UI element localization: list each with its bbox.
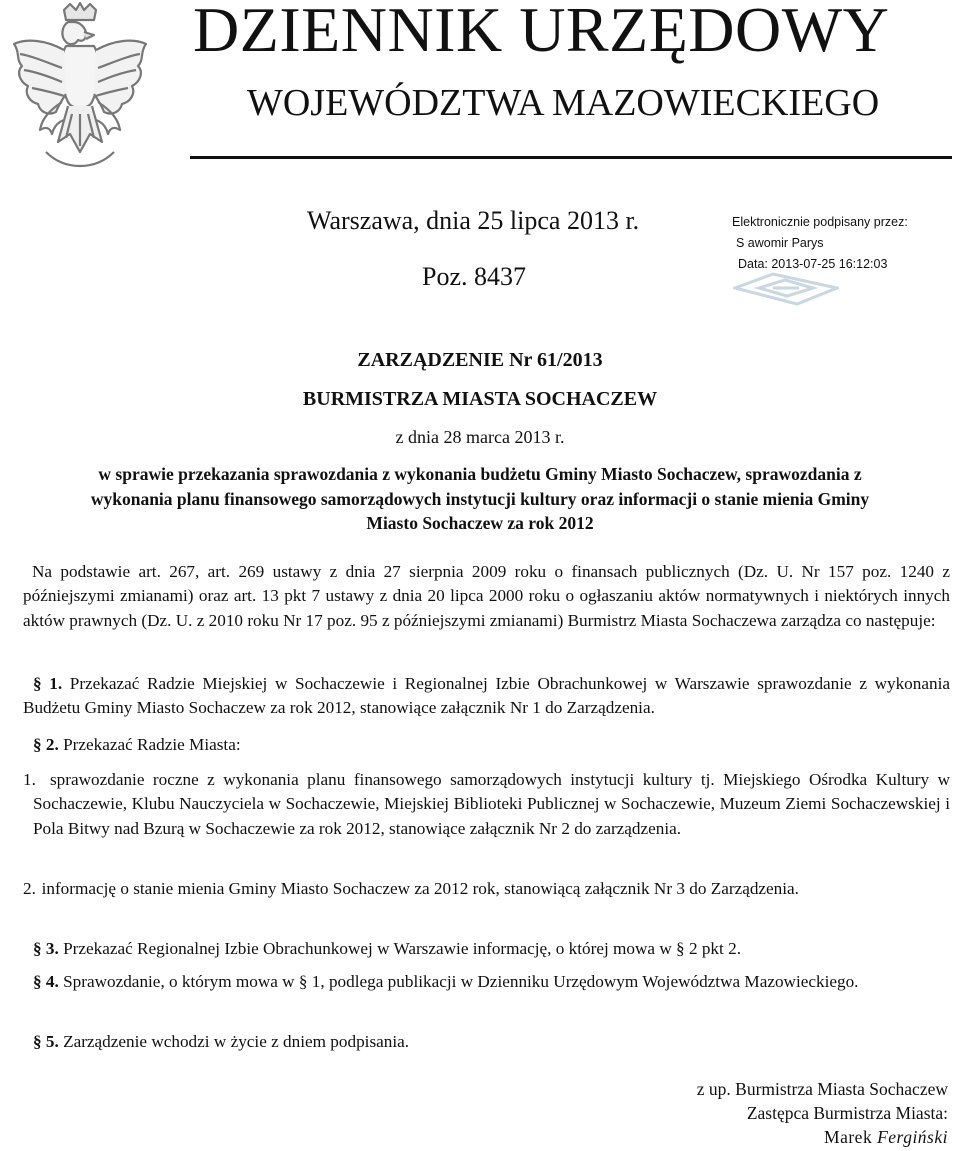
section-number: 5. (45, 1032, 59, 1051)
list-item-text (33, 768, 950, 841)
electronic-signature-box (732, 212, 952, 275)
header-divider (190, 156, 952, 159)
list-item-number: 1. (23, 770, 36, 789)
journal-subtitle: WOJEWÓDZTWA MAZOWIECKIEGO (247, 82, 880, 124)
section-text: Przekazać Radzie Miejskiej w Sochaczewie i Regionalnej Izbie Obrachunkowej w Warszawie sprawozdanie z wykonania Budżetu Gminy Miasto Sochaczew za rok 2012, stanowiące załącznik Nr 1 do Zarządzenia. (23, 674, 950, 718)
section-3 (23, 937, 950, 961)
journal-title: DZIENNIK URZĘDOWY (193, 0, 890, 65)
section-text: Zarządzenie wchodzi w życie z dniem podpisania. (58, 1032, 410, 1051)
section-number: 2. (45, 735, 59, 754)
legal-basis-paragraph: Na podstawie art. 267, art. 269 ustawy z dnia 27 sierpnia 2009 roku o finansach publicznych (Dz. U. Nr 157 poz. 1240 z późniejszymi zmianami) oraz art. 13 pkt 7 ustawy z dnia 20 lipca 2000 roku o ogłaszaniu aktów normatywnych i niektórych innych aktów prawnych (Dz. U. z 2010 roku Nr 17 poz. 95 z późniejszymi zmianami) Burmistrz Miasta Sochaczewa zarządza co następuje: (23, 562, 950, 630)
list-item-number: 2. (23, 879, 36, 898)
signoff-role: Zastępca Burmistrza Miasta: (746, 1103, 948, 1123)
section-text: Przekazać Radzie Miasta: (58, 735, 241, 754)
section-sign: § (33, 674, 42, 693)
ordinance-date: z dnia 28 marca 2013 r. (395, 427, 565, 447)
section-2 (23, 733, 950, 757)
signature-date: Data: 2013-07-25 16:12:03 (738, 257, 888, 271)
signatory-last-name: Fergiński (877, 1127, 948, 1147)
ordinance-title: ZARZĄDZENIE Nr 61/2013 (357, 349, 603, 371)
section-sign: § (33, 1032, 42, 1051)
section-sign: § (33, 735, 42, 754)
ordinance-subject: w sprawie przekazania sprawozdania z wykonania budżetu Gminy Miasto Sochaczew, sprawozdania z wykonania planu finansowego samorządowych instytucji kultury oraz informacji o stanie mienia Gminy Miasto Sochaczew za rok 2012 (90, 464, 870, 533)
ordinance-issuer: BURMISTRZA MIASTA SOCHACZEW (302, 388, 658, 410)
section-text: Sprawozdanie, o którym mowa w § 1, podlega publikacji w Dzienniku Urzędowym Województwa Mazowieckiego. (58, 972, 859, 991)
section-text: Przekazać Regionalnej Izbie Obrachunkowej w Warszawie informację, o której mowa w § 2 pkt 2. (58, 939, 741, 958)
section-sign: § (33, 939, 42, 958)
list-item (23, 768, 950, 841)
list-item-content: sprawozdanie roczne z wykonania planu finansowego samorządowych instytucji kultury tj. Miejskiego Ośrodka Kultury w Sochaczewie, Klubu Nauczyciela w Sochaczewie, Miejskiej Biblioteki Publicznej w Sochaczewie, Muzeum Ziemi Sochaczewskiej i Pola Bitwy nad Bzurą w Sochaczewie za rok 2012, stanowiące załącznik Nr 2 do zarządzenia. (33, 770, 951, 838)
signature-block (697, 1077, 948, 1149)
list-item (23, 877, 950, 901)
section-number: 3. (45, 939, 59, 958)
list-item-text (33, 877, 950, 901)
publication-date: Warszawa, dnia 25 lipca 2013 r. (307, 206, 640, 235)
signature-signer: S awomir Parys (736, 236, 824, 250)
signatory-name (697, 1125, 948, 1149)
section-5 (23, 1030, 950, 1054)
section-4 (23, 970, 950, 994)
section-number: 4. (45, 972, 59, 991)
section-number: 1. (49, 674, 63, 693)
publication-position: Poz. 8437 (422, 262, 526, 291)
e-signature-logo-icon (733, 270, 839, 308)
signoff-authority: z up. Burmistrza Miasta Sochaczew (696, 1079, 948, 1099)
section-1 (23, 672, 950, 721)
signature-label: Elektronicznie podpisany przez: (732, 215, 908, 229)
white-eagle-emblem-icon (6, 2, 154, 174)
signatory-first-name: Marek (824, 1127, 873, 1147)
list-item-content: informację o stanie mienia Gminy Miasto Sochaczew za 2012 rok, stanowiącą załącznik Nr 3 do Zarządzenia. (41, 879, 799, 898)
section-sign: § (33, 972, 42, 991)
